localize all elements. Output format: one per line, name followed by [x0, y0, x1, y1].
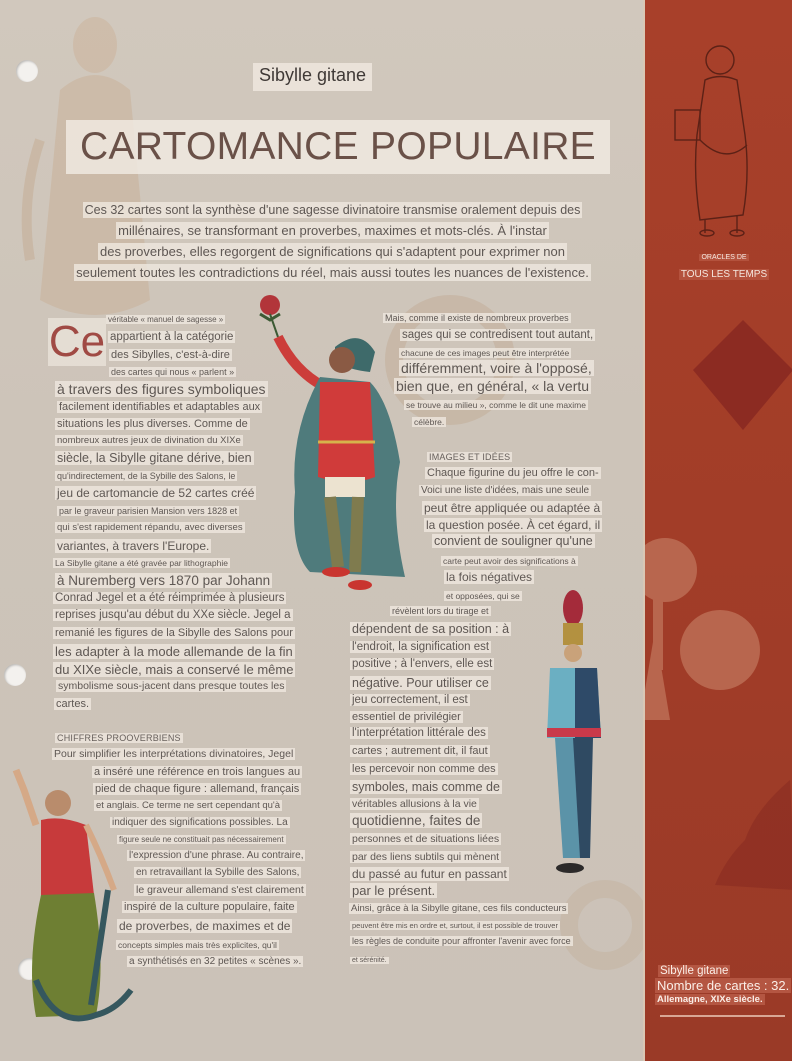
- text-line: peuvent être mis en ordre et, surtout, il est possible de trouver: [352, 921, 558, 930]
- info-deck-name: Sibylle gitane: [660, 965, 729, 977]
- text-line: la question posée. À cet égard, il: [426, 518, 601, 532]
- text-line: des Sibylles, c'est-à-dire: [111, 349, 230, 361]
- info-card-count: Nombre de cartes : 32.: [657, 978, 790, 993]
- intro-line: Ces 32 cartes sont la synthèse d'une sagesse divinatoire transmise oralement depuis des: [84, 203, 581, 217]
- text-line: symboles, mais comme de: [352, 780, 500, 794]
- text-line: et anglais. Ce terme ne sert cependant qu'à: [96, 800, 281, 811]
- dropcap: Ce: [48, 317, 106, 366]
- text-line: variantes, à travers l'Europe.: [57, 539, 210, 553]
- figure-soldier-illustration: [535, 588, 615, 883]
- text-line: l'interprétation littérale des: [352, 727, 486, 739]
- text-line: révèlent lors du tirage et: [392, 606, 489, 616]
- text-line: le graveur allemand s'est clairement: [136, 884, 304, 896]
- intro-line: seulement toutes les contradictions du réel, mais aussi toutes les nuances de l'existence.: [76, 265, 589, 280]
- text-line: les percevoir non comme des: [352, 763, 496, 775]
- text-line: concepts simples mais très explicites, qu'il: [118, 940, 277, 950]
- text-line: symbolisme sous-jacent dans presque toutes les: [58, 680, 285, 692]
- text-line: appartient à la catégorie: [110, 331, 234, 343]
- text-line: Ainsi, grâce à la Sibylle gitane, ces fils conducteurs: [351, 903, 567, 914]
- intro-line: des proverbes, elles regorgent de significations qui s'adaptent pour exprimer non: [100, 244, 565, 259]
- text-line: à Nuremberg vers 1870 par Johann: [57, 573, 271, 588]
- text-line: cartes ; autrement dit, il faut: [352, 745, 488, 757]
- figure-woman-with-anchor-illustration: [6, 765, 136, 1035]
- text-line: sages qui se contredisent tout autant,: [402, 329, 594, 341]
- text-line: nombreux autres jeux de divination du XIXe: [57, 435, 241, 446]
- text-line: Mais, comme il existe de nombreux proverbes: [385, 313, 569, 323]
- text-line: de proverbes, de maximes et de: [119, 919, 291, 933]
- text-line: en retravaillant la Sybille des Salons,: [136, 867, 300, 878]
- text-line: convient de souligner qu'une: [434, 534, 593, 548]
- text-line: facilement identifiables et adaptables aux: [59, 401, 261, 413]
- text-line: bien que, en général, « la vertu: [396, 378, 590, 394]
- text-line: qu'indirectement, de la Sybille des Salons, le: [57, 471, 236, 481]
- text-line: qui s'est rapidement répandu, avec diverses: [57, 522, 243, 533]
- text-line: par le graveur parisien Mansion vers 1828 et: [59, 506, 238, 516]
- text-line: Chaque figurine du jeu offre le con-: [427, 467, 599, 479]
- text-line: du passé au futur en passant: [352, 867, 507, 881]
- intro-line: millénaires, se transformant en proverbes, maximes et mots-clés. À l'instar: [118, 223, 547, 238]
- coffee-stain: [560, 880, 643, 970]
- intro-paragraph: [60, 200, 605, 284]
- text-line: des cartes qui nous « parlent »: [111, 367, 235, 377]
- info-origin: Allemagne, XIXe siècle.: [657, 994, 763, 1005]
- club-suit-icon: [643, 530, 765, 720]
- text-line: l'endroit, la signification est: [352, 641, 490, 653]
- text-line: à travers des figures symboliques: [57, 381, 266, 397]
- text-line: Pour simplifier les interprétations divinatoires, Jegel: [54, 748, 294, 760]
- figure-man-with-rose-illustration: [250, 292, 415, 597]
- text-line: différemment, voire à l'opposé,: [401, 360, 592, 376]
- text-line: célèbre.: [414, 417, 445, 427]
- text-line: par le présent.: [352, 883, 436, 898]
- text-line: carte peut avoir des significations à: [443, 556, 576, 566]
- text-line: Voici une liste d'idées, mais une seule: [421, 485, 590, 496]
- text-line: négative. Pour utiliser ce: [352, 676, 489, 690]
- text-line: situations les plus diverses. Comme de: [57, 418, 248, 430]
- sidebar-panel: [643, 0, 792, 1061]
- text-line: La Sibylle gitane a été gravée par lithographie: [55, 558, 228, 568]
- text-line: peut être appliquée ou adaptée à: [424, 501, 601, 515]
- text-line: inspiré de la culture populaire, faite: [124, 901, 295, 913]
- sibyl-sketch-illustration: [665, 35, 775, 240]
- text-line: figure seule ne constituait pas nécessairement: [119, 835, 284, 844]
- sidebar-caption-big: TOUS LES TEMPS: [680, 269, 768, 280]
- text-line: véritables allusions à la vie: [352, 798, 477, 810]
- text-line: véritable « manuel de sagesse »: [108, 315, 224, 324]
- text-line: positive ; à l'envers, elle est: [352, 658, 493, 670]
- section-heading-chiffres: CHIFFRES PROOVERBIENS: [57, 733, 181, 743]
- text-line: remanié les figures de la Sibylle des Salons pour: [55, 627, 293, 639]
- text-line: se trouve au milieu », comme le dit une maxime: [406, 400, 586, 410]
- text-line: a inséré une référence en trois langues au: [94, 766, 301, 778]
- page-title: CARTOMANCE POPULAIRE: [66, 120, 610, 174]
- text-line: Conrad Jegel et a été réimprimée à plusieurs: [55, 592, 285, 604]
- sidebar-caption-small: ORACLES DE: [701, 254, 747, 261]
- text-line: reprises jusqu'au début du XXe siècle. Jegel a: [55, 609, 291, 621]
- text-line: jeu de cartomancie de 52 cartes créé: [57, 486, 255, 500]
- text-line: l'expression d'une phrase. Au contraire,: [129, 850, 304, 861]
- text-line: les règles de conduite pour affronter l'avenir avec force: [352, 936, 571, 946]
- text-line: et sérénité.: [352, 957, 387, 964]
- sidebar-card-info: [655, 965, 791, 1006]
- text-line: a synthétisés en 32 petites « scènes ».: [129, 956, 302, 967]
- binder-hole: [16, 60, 38, 82]
- text-line: indiquer des significations possibles. La: [112, 817, 288, 828]
- sidebar-divider: [660, 1015, 785, 1017]
- diamond-suit-icon: [693, 320, 792, 430]
- text-line: les adapter à la mode allemande de la fin: [55, 644, 293, 659]
- text-line: du XIXe siècle, mais a conservé le même: [55, 662, 294, 677]
- section-heading-images: IMAGES ET IDÉES: [429, 452, 511, 462]
- text-line: dépendent de sa position : à: [352, 622, 510, 636]
- text-line: et opposées, qui se: [446, 591, 520, 601]
- binder-hole: [4, 664, 26, 686]
- page-subtitle: Sibylle gitane: [253, 63, 372, 91]
- text-line: quotidienne, faites de: [352, 813, 481, 828]
- text-line: essentiel de privilégier: [352, 711, 461, 723]
- text-line: jeu correctement, il est: [352, 694, 468, 706]
- text-line: cartes.: [56, 698, 90, 710]
- text-line: pied de chaque figure : allemand, français: [95, 783, 300, 795]
- tree-silhouette-icon: [715, 780, 792, 890]
- text-line: siècle, la Sibylle gitane dérive, bien: [57, 451, 252, 465]
- text-line: personnes et de situations liées: [352, 833, 500, 845]
- sidebar-series-caption: [674, 246, 774, 282]
- text-line: chacune de ces images peut être interprétée: [401, 348, 570, 358]
- text-line: par des liens subtils qui mènent: [352, 851, 500, 863]
- text-line: la fois négatives: [446, 570, 533, 584]
